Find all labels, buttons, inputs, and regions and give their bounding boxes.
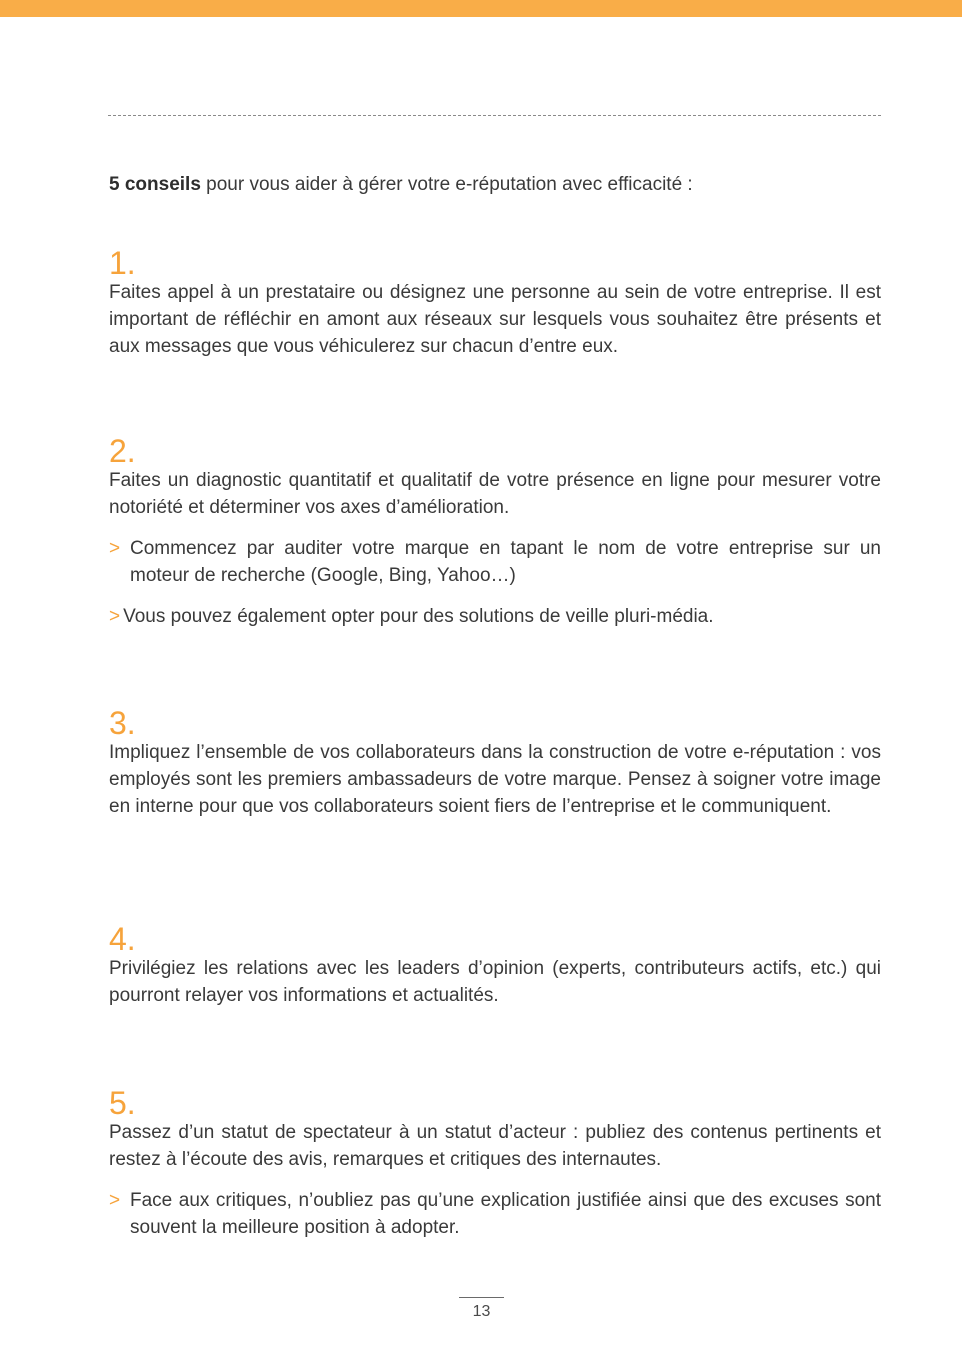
dashed-divider <box>108 115 881 116</box>
tip-number: 5. <box>109 1085 136 1121</box>
bullet-item <box>109 535 881 589</box>
chevron-right-icon: > <box>109 606 121 627</box>
top-accent-bar <box>0 0 962 17</box>
tip-number: 3. <box>109 705 136 741</box>
tip-5 <box>109 1087 881 1241</box>
tip-4 <box>109 923 881 1009</box>
intro-line <box>109 172 881 198</box>
bullet-text: Face aux critiques, n’oubliez pas qu’une explication justifiée ainsi que des excuses sont souvent la meilleure position à adopter. <box>130 1190 881 1238</box>
tip-text: Passez d’un statut de spectateur à un statut d’acteur : publiez des contenus pertinents et restez à l’écoute des avis, remarques et critiques des internautes. <box>109 1122 881 1170</box>
tip-text: Faites appel à un prestataire ou désignez une personne au sein de votre entreprise. Il est important de réfléchir en amont aux réseaux sur lesquels vous souhaitez être présents et aux messages que vous véhiculerez sur chacun d’entre eux. <box>109 282 881 357</box>
bullet-item <box>109 603 881 630</box>
tip-number: 2. <box>109 433 136 469</box>
tip-number: 1. <box>109 245 136 281</box>
bullet-text: Commencez par auditer votre marque en tapant le nom de votre entreprise sur un moteur de recherche (Google, Bing, Yahoo…) <box>130 538 881 586</box>
bullet-item <box>109 1187 881 1241</box>
chevron-right-icon: > <box>109 538 121 559</box>
intro-text: pour vous aider à gérer votre e-réputation avec efficacité : <box>200 174 693 195</box>
tip-text: Impliquez l’ensemble de vos collaborateurs dans la construction de votre e-réputation : vos employés sont les premiers ambassadeurs de votre marque. Pensez à soigner votre image en interne pour que vos collaborateurs soient fiers de l’entreprise et le communiquent. <box>109 742 881 817</box>
tip-text: Privilégiez les relations avec les leaders d’opinion (experts, contributeurs actifs, etc.) qui pourront relayer vos informations et actualités. <box>109 958 881 1006</box>
tip-1 <box>109 247 881 360</box>
tip-3 <box>109 707 881 820</box>
page-number: 13 <box>472 1303 491 1320</box>
tip-number: 4. <box>109 921 136 957</box>
tip-text: Faites un diagnostic quantitatif et qualitatif de votre présence en ligne pour mesurer votre notoriété et déterminer vos axes d’amélioration. <box>109 470 881 518</box>
tip-2 <box>109 435 881 630</box>
footer-rule <box>459 1297 504 1298</box>
bullet-text: Vous pouvez également opter pour des solutions de veille pluri-média. <box>123 606 714 627</box>
chevron-right-icon: > <box>109 1190 121 1211</box>
intro-bold: 5 conseils <box>109 174 201 195</box>
